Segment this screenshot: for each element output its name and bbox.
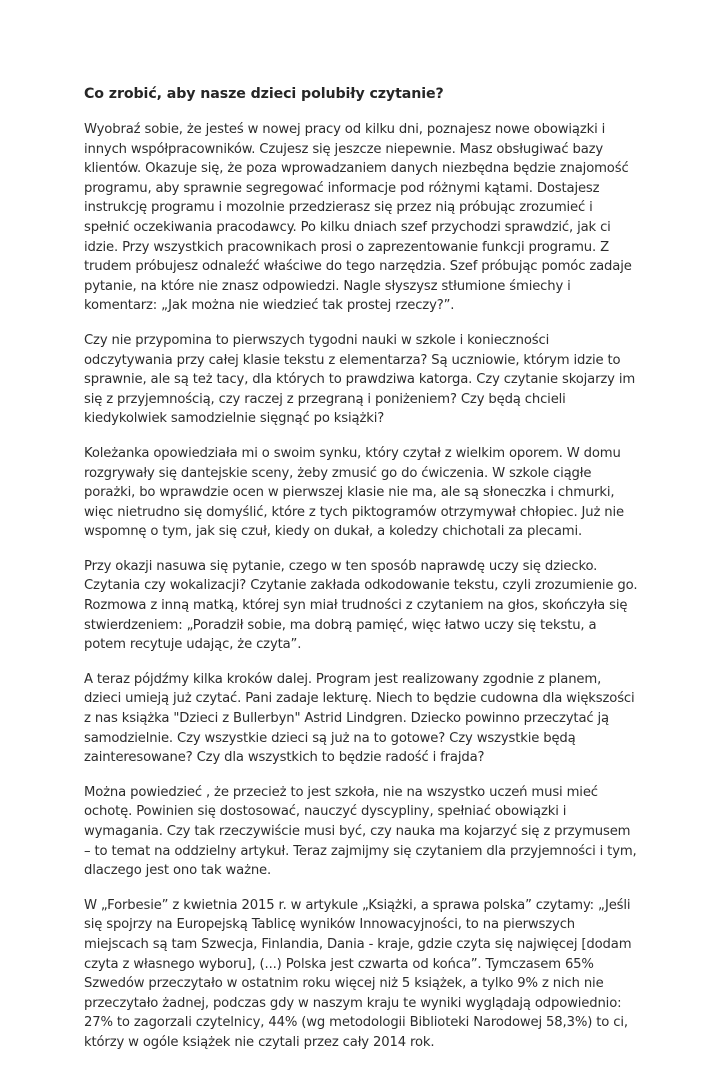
paragraph-5: A teraz pójdźmy kilka kroków dalej. Program jest realizowany zgodnie z planem, dzieci umieją już czytać. Pani zadaje lekturę. Niech to będzie cudowna dla większości z nas książka "Dzieci z Bullerbyn" Astrid Lindgren. Dziecko powinno przeczytać ją samodzielnie. Czy wszystkie dzieci są już na to gotowe? Czy wszystkie będą zainteresowane? Czy dla wszystkich to będzie radość i frajda?	[84, 671, 635, 766]
document-title: Co zrobić, aby nasze dzieci polubiły czytanie?	[84, 86, 444, 102]
paragraph-3: Koleżanka opowiedziała mi o swoim synku, który czytał z wielkim oporem. W domu rozgrywały się dantejskie sceny, żeby zmusić go do ćwiczenia. W szkole ciągłe porażki, bo wprawdzie ocen w pierwszej klasie nie ma, ale są słoneczka i chmurki, więc nietrudno się domyślić, które z tych piktogramów otrzymywał chłopiec. Już nie wspomnę o tym, jak się czuł, kiedy on dukał, a koledzy chichotali za plecami.	[84, 445, 624, 540]
paragraph-6: Można powiedzieć , że przecież to jest szkoła, nie na wszystko uczeń musi mieć ochotę. Powinien się dostosować, nauczyć dyscypliny, spełniać obowiązki i wymagania. Czy tak rzeczywiście musi być, czy nauka ma kojarzyć się z przymusem – to temat na oddzielny artykuł. Teraz zajmijmy się czytaniem dla przyjemności i tym, dlaczego jest ono tak ważne.	[84, 784, 637, 879]
paragraph-7: W „Forbesie” z kwietnia 2015 r. w artykule „Książki, a sprawa polska” czytamy: „Jeśli się spojrzy na Europejską Tablicę wyników Innowacyjności, to na pierwszych miejscach są tam Szwecja, Finlandia, Dania - kraje, gdzie czyta się najwięcej [dodam czyta z własnego wyboru], (...) Polska jest czwarta od końca”. Tymczasem 65% Szwedów przeczytało w ostatnim roku więcej niż 5 książek, a tylko 9% z nich nie przeczytało żadnej, podczas gdy w naszym kraju te wyniki wyglądają odpowiednio: 27% to zagorzali czytelnicy, 44% (wg metodologii Biblioteki Narodowej 58,3%) to ci, którzy w ogóle książek nie czytali przez cały 2014 rok.	[84, 897, 632, 1050]
document-page	[84, 84, 640, 1068]
paragraph-1: Wyobraź sobie, że jesteś w nowej pracy od kilku dni, poznajesz nowe obowiązki i innych współpracowników. Czujesz się jeszcze niepewnie. Masz obsługiwać bazy klientów. Okazuje się, że poza wprowadzaniem danych niezbędna będzie znajomość programu, aby sprawnie segregować informacje pod różnymi kątami. Dostajesz instrukcję programu i mozolnie przedzierasz się przez nią próbując zrozumieć i spełnić oczekiwania pracodawcy. Po kilku dniach szef przychodzi sprawdzić, jak ci idzie. Przy wszystkich pracownikach prosi o zaprezentowanie funkcji programu. Z trudem próbujesz odnaleźć właściwe do tego narzędzia. Szef próbując pomóc zadaje pytanie, na które nie znasz odpowiedzi. Nagle słyszysz stłumione śmiechy i komentarz: „Jak można nie wiedzieć tak prostej rzeczy?”.	[84, 122, 632, 314]
paragraph-4: Przy okazji nasuwa się pytanie, czego w ten sposób naprawdę uczy się dziecko. Czytania czy wokalizacji? Czytanie zakłada odkodowanie tekstu, czyli zrozumienie go. Rozmowa z inną matką, której syn miał trudności z czytaniem na głos, skończyła się stwierdzeniem: „Poradził sobie, ma dobrą pamięć, więc łatwo uczy się tekstu, a potem recytuje udając, że czyta”.	[84, 558, 638, 653]
paragraph-2: Czy nie przypomina to pierwszych tygodni nauki w szkole i konieczności odczytywania przy całej klasie tekstu z elementarza? Są uczniowie, którym idzie to sprawnie, ale są też tacy, dla których to prawdziwa katorga. Czy czytanie skojarzy im się z przyjemnością, czy raczej z przegraną i poniżeniem? Czy będą chcieli kiedykolwiek samodzielnie sięgnąć po książki?	[84, 332, 636, 427]
